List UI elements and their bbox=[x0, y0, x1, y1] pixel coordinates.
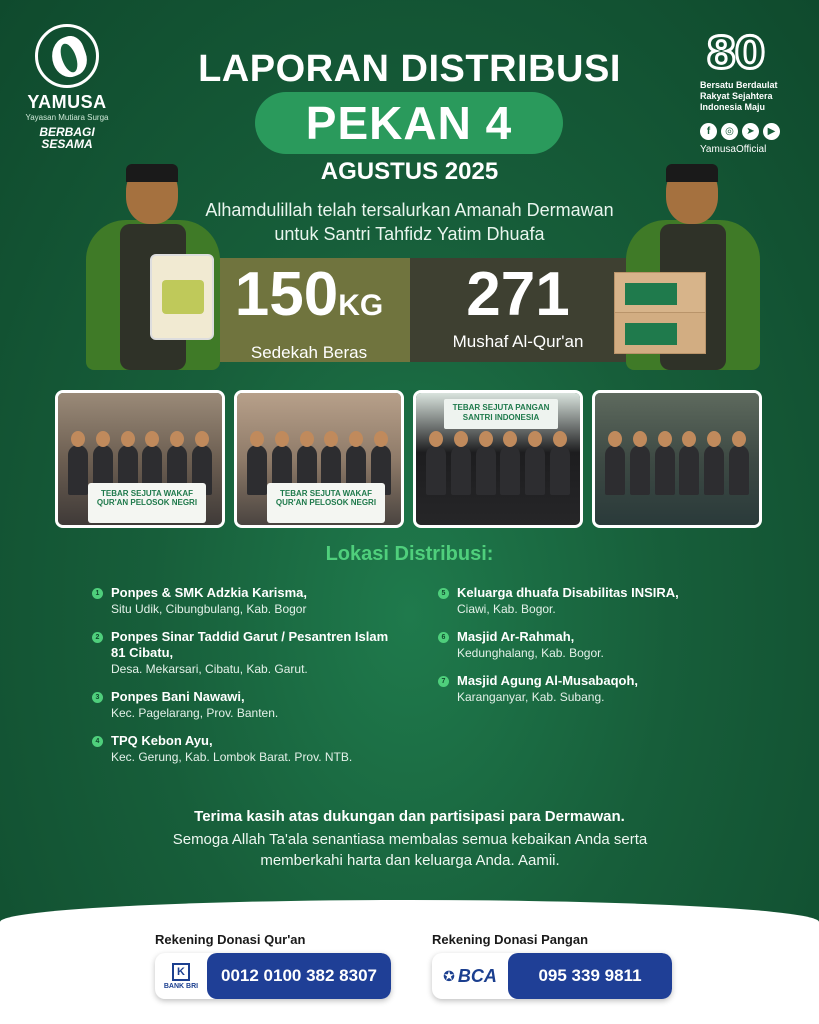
rice-stat bbox=[208, 258, 410, 362]
anniversary-text-1: Bersatu Berdaulat bbox=[700, 80, 778, 90]
bca-logo-icon: ✪ BCA bbox=[443, 965, 497, 986]
subtitle-line-2: untuk Santri Tahfidz Yatim Dhuafa bbox=[274, 224, 545, 244]
location-name: Ponpes & SMK Adzkia Karisma, bbox=[111, 585, 308, 600]
location-address: Situ Udik, Cibungbulang, Kab. Bogor bbox=[111, 602, 307, 616]
thanks-heading: Terima kasih atas dukungan dan partisipasi para Dermawan. bbox=[194, 808, 625, 825]
donation-footer bbox=[0, 900, 819, 1024]
org-motto: BERBAGI SESAMA bbox=[39, 125, 95, 151]
location-name: Masjid Agung Al-Musabaqoh, bbox=[457, 673, 639, 688]
anniversary-text-3: Indonesia Maju bbox=[700, 102, 766, 112]
location-item: 2 Ponpes Sinar Taddid Garut / Pesantren Islam 81 Cibatu, Desa. Mekarsari, Cibatu, Kab. Garut. bbox=[92, 629, 392, 677]
photo-banner-1: TEBAR SEJUTA WAKAF QUR'AN PELOSOK NEGRI bbox=[96, 489, 198, 507]
org-name: YAMUSA bbox=[27, 92, 107, 112]
rice-unit: KG bbox=[338, 289, 384, 322]
youtube-icon[interactable]: ▶ bbox=[763, 123, 780, 140]
locations-right-list bbox=[438, 585, 738, 717]
distribution-photo-1 bbox=[55, 390, 225, 528]
locations-title: Lokasi Distribusi: bbox=[325, 543, 494, 565]
location-address: Kec. Gerung, Kab. Lombok Barat. Prov. NTB. bbox=[111, 750, 353, 764]
photo-banner-3: TEBAR SEJUTA PANGAN SANTRI INDONESIA bbox=[452, 403, 550, 422]
page-title: LAPORAN DISTRIBUSI bbox=[198, 48, 621, 90]
subtitle-line-1: Alhamdulillah telah tersalurkan Amanah Dermawan bbox=[205, 200, 614, 220]
pangan-account-number[interactable]: 095 339 9811 bbox=[508, 953, 672, 999]
quran-box-icon bbox=[614, 312, 706, 354]
telegram-icon[interactable]: ➤ bbox=[742, 123, 759, 140]
month-label: AGUSTUS 2025 bbox=[320, 158, 499, 185]
location-item: 7 Masjid Agung Al-Musabaqoh, Karanganyar, Kab. Subang. bbox=[438, 673, 738, 705]
quran-account-box[interactable] bbox=[155, 953, 391, 999]
org-full-name: Yayasan Mutiara Surga bbox=[25, 113, 109, 122]
anniversary-number: 80 bbox=[706, 28, 764, 79]
week-badge: PEKAN 4 bbox=[255, 92, 563, 154]
quran-account-label: Rekening Donasi Qur'an bbox=[155, 932, 306, 947]
distribution-photo-4 bbox=[592, 390, 762, 528]
photo-banner-2: TEBAR SEJUTA WAKAF QUR'AN PELOSOK NEGRI bbox=[275, 489, 377, 507]
bri-logo-icon: K BANK BRI bbox=[155, 953, 207, 999]
social-icons bbox=[700, 123, 800, 140]
location-address: Kedunghalang, Kab. Bogor. bbox=[457, 646, 604, 660]
rice-bag-icon bbox=[150, 254, 214, 340]
bri-bank-name: BANK BRI bbox=[163, 982, 199, 990]
social-handle: YamusaOfficial bbox=[700, 144, 767, 155]
location-name: Masjid Ar-Rahmah, bbox=[457, 629, 575, 644]
bca-bank-name: BCA bbox=[457, 965, 497, 986]
rice-value: 150 bbox=[234, 260, 339, 329]
location-name: Ponpes Sinar Taddid Garut / Pesantren Islam 81 Cibatu, bbox=[111, 629, 389, 660]
quran-stat bbox=[410, 258, 626, 362]
quran-account-number[interactable]: 0012 0100 382 8307 bbox=[207, 953, 391, 999]
location-name: Keluarga dhuafa Disabilitas INSIRA, bbox=[457, 585, 679, 600]
locations-left-list bbox=[92, 585, 392, 777]
facebook-icon[interactable]: f bbox=[700, 123, 717, 140]
location-address: Kec. Pagelarang, Prov. Banten. bbox=[111, 706, 279, 720]
location-name: Ponpes Bani Nawawi, bbox=[111, 689, 245, 704]
instagram-icon[interactable]: ◎ bbox=[721, 123, 738, 140]
pangan-account-label: Rekening Donasi Pangan bbox=[432, 932, 589, 947]
pangan-account-box[interactable] bbox=[432, 953, 672, 999]
rice-label: Sedekah Beras bbox=[250, 343, 368, 362]
location-item: 4 TPQ Kebon Ayu, Kec. Gerung, Kab. Lombok Barat. Prov. NTB. bbox=[92, 733, 392, 765]
location-address: Ciawi, Kab. Bogor. bbox=[457, 602, 556, 616]
distribution-photo-2 bbox=[234, 390, 404, 528]
location-item: 6 Masjid Ar-Rahmah, Kedunghalang, Kab. Bogor. bbox=[438, 629, 738, 661]
location-address: Desa. Mekarsari, Cibatu, Kab. Garut. bbox=[111, 662, 308, 676]
distribution-photo-3 bbox=[413, 390, 583, 528]
thanks-message: Semoga Allah Ta'ala senantiasa membalas semua kebaikan Anda serta memberkahi harta dan keluarga Anda. Aamii. bbox=[172, 831, 648, 869]
location-item: 3 Ponpes Bani Nawawi, Kec. Pagelarang, Prov. Banten. bbox=[92, 689, 392, 721]
location-item: 5 Keluarga dhuafa Disabilitas INSIRA, Ciawi, Kab. Bogor. bbox=[438, 585, 738, 617]
quran-label: Mushaf Al-Qur'an bbox=[452, 332, 584, 351]
location-address: Karanganyar, Kab. Subang. bbox=[457, 690, 605, 704]
location-name: TPQ Kebon Ayu, bbox=[111, 733, 213, 748]
anniversary-text-2: Rakyat Sejahtera bbox=[700, 91, 773, 101]
quran-value: 271 bbox=[466, 260, 570, 329]
location-item: 1 Ponpes & SMK Adzkia Karisma, Situ Udik, Cibungbulang, Kab. Bogor bbox=[92, 585, 392, 617]
